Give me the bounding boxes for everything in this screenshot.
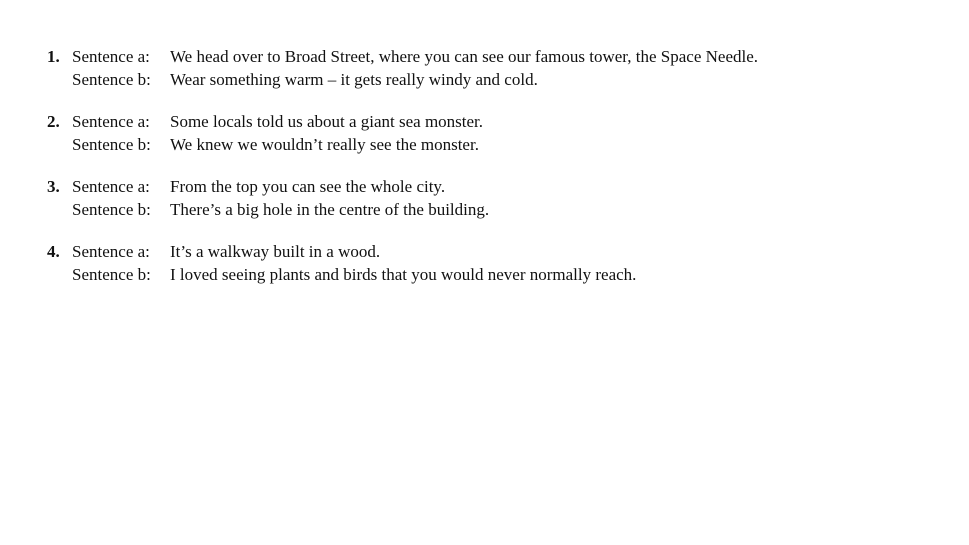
sentence-a-label: Sentence a: xyxy=(72,112,150,131)
item-number: 2. xyxy=(47,112,60,131)
sentence-b-label: Sentence b: xyxy=(72,265,151,284)
exercise-item-1 xyxy=(0,45,969,95)
sentence-a-label: Sentence a: xyxy=(72,47,150,66)
sentence-b-label: Sentence b: xyxy=(72,135,151,154)
sentence-a-text: From the top you can see the whole city. xyxy=(170,177,446,196)
sentence-b-text: There’s a big hole in the centre of the building. xyxy=(170,200,490,219)
sentence-a-text: We head over to Broad Street, where you can see our famous tower, the Space Needle. xyxy=(170,47,759,66)
exercise-item-2 xyxy=(0,110,969,160)
item-number: 4. xyxy=(47,242,60,261)
sentence-b-label: Sentence b: xyxy=(72,70,151,89)
item-number: 1. xyxy=(47,47,60,66)
item-number: 3. xyxy=(47,177,60,196)
sentence-a-label: Sentence a: xyxy=(72,177,150,196)
sentence-a-text: It’s a walkway built in a wood. xyxy=(170,242,381,261)
sentence-a-text: Some locals told us about a giant sea monster. xyxy=(170,112,484,131)
sentence-b-text: I loved seeing plants and birds that you would never normally reach. xyxy=(170,265,637,284)
exercise-item-3 xyxy=(0,175,969,225)
sentence-b-text: Wear something warm – it gets really windy and cold. xyxy=(170,70,538,89)
sentence-b-label: Sentence b: xyxy=(72,200,151,219)
sentence-b-text: We knew we wouldn’t really see the monster. xyxy=(170,135,479,154)
exercise-item-4 xyxy=(0,240,969,290)
sentence-a-label: Sentence a: xyxy=(72,242,150,261)
